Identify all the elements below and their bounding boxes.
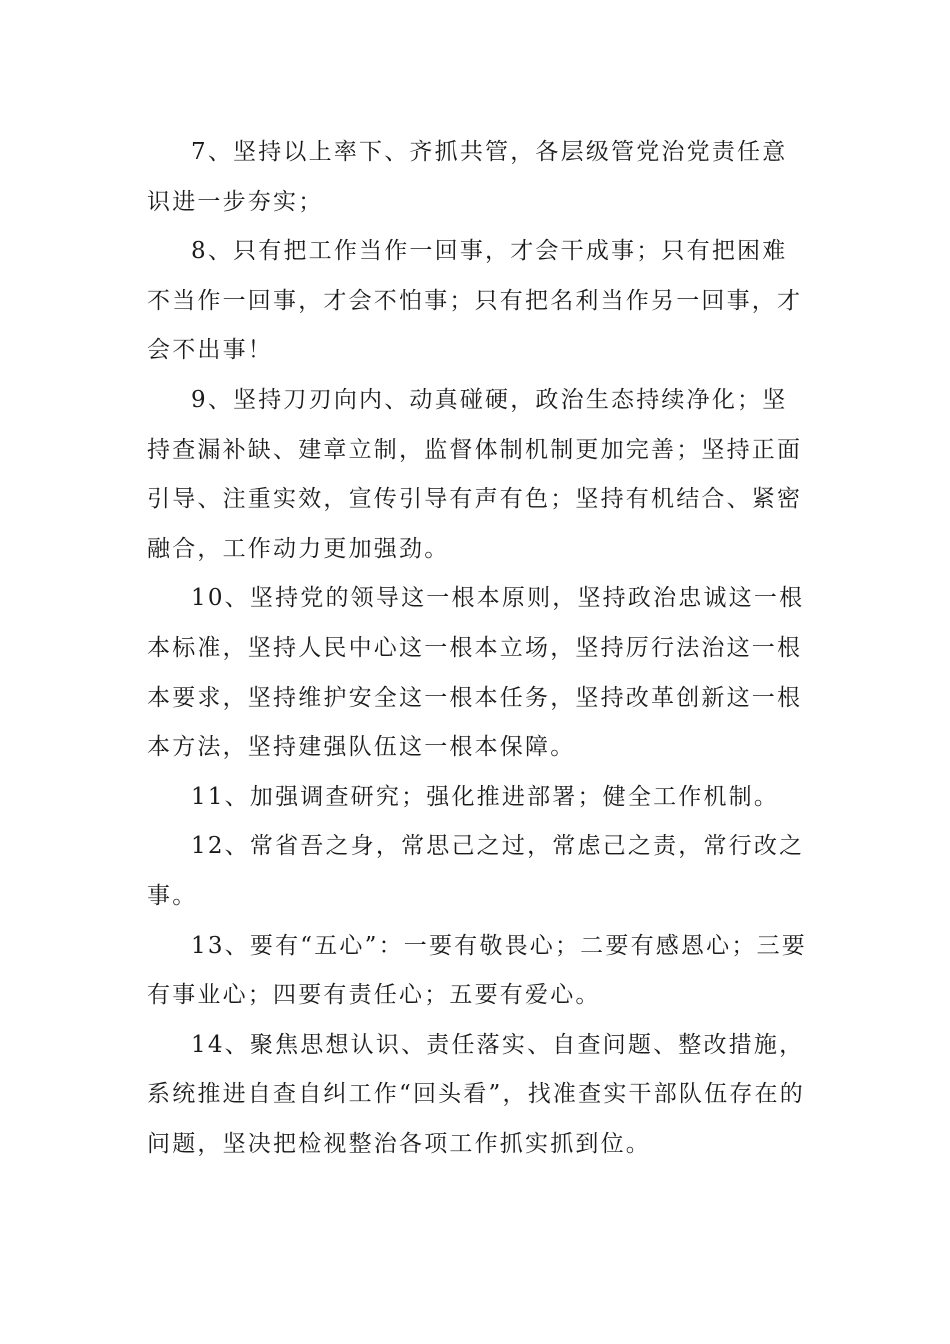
paragraph-7: 7、坚持以上率下、齐抓共管，各层级管党治党责任意识进一步夯实； <box>147 139 788 215</box>
paragraph-14: 14、聚焦思想认识、责任落实、自查问题、整改措施，系统推进自查自纠工作“回头看”，找准查实干部队伍存在的问题，坚决把检视整治各项工作抓实抓到位。 <box>147 1031 805 1157</box>
paragraph-10: 10、坚持党的领导这一根本原则，坚持政治忠诚这一根本标准，坚持人民中心这一根本立场，坚持厉行法治这一根本要求，坚持维护安全这一根本任务，坚持改革创新这一根本方法，坚持建强队伍这一根本保障。 <box>147 585 805 761</box>
document-body <box>147 128 807 1169</box>
paragraph-8: 8、只有把工作当作一回事，才会干成事；只有把困难不当作一回事，才会不怕事；只有把名利当作另一回事，才会不出事！ <box>147 238 803 364</box>
paragraph-11: 11、加强调查研究；强化推进部署；健全工作机制。 <box>191 783 780 810</box>
paragraph-13: 13、要有“五心”：一要有敬畏心；二要有感恩心；三要有事业心；四要有责任心；五要有爱心。 <box>147 932 807 1009</box>
paragraph-9: 9、坚持刀刃向内、动真碰硬，政治生态持续净化；坚持查漏补缺、建章立制，监督体制机制更加完善；坚持正面引导、注重实效，宣传引导有声有色；坚持有机结合、紧密融合，工作动力更加强劲。 <box>147 386 803 562</box>
paragraph-12: 12、常省吾之身，常思己之过，常虑己之责，常行改之事。 <box>147 833 805 909</box>
